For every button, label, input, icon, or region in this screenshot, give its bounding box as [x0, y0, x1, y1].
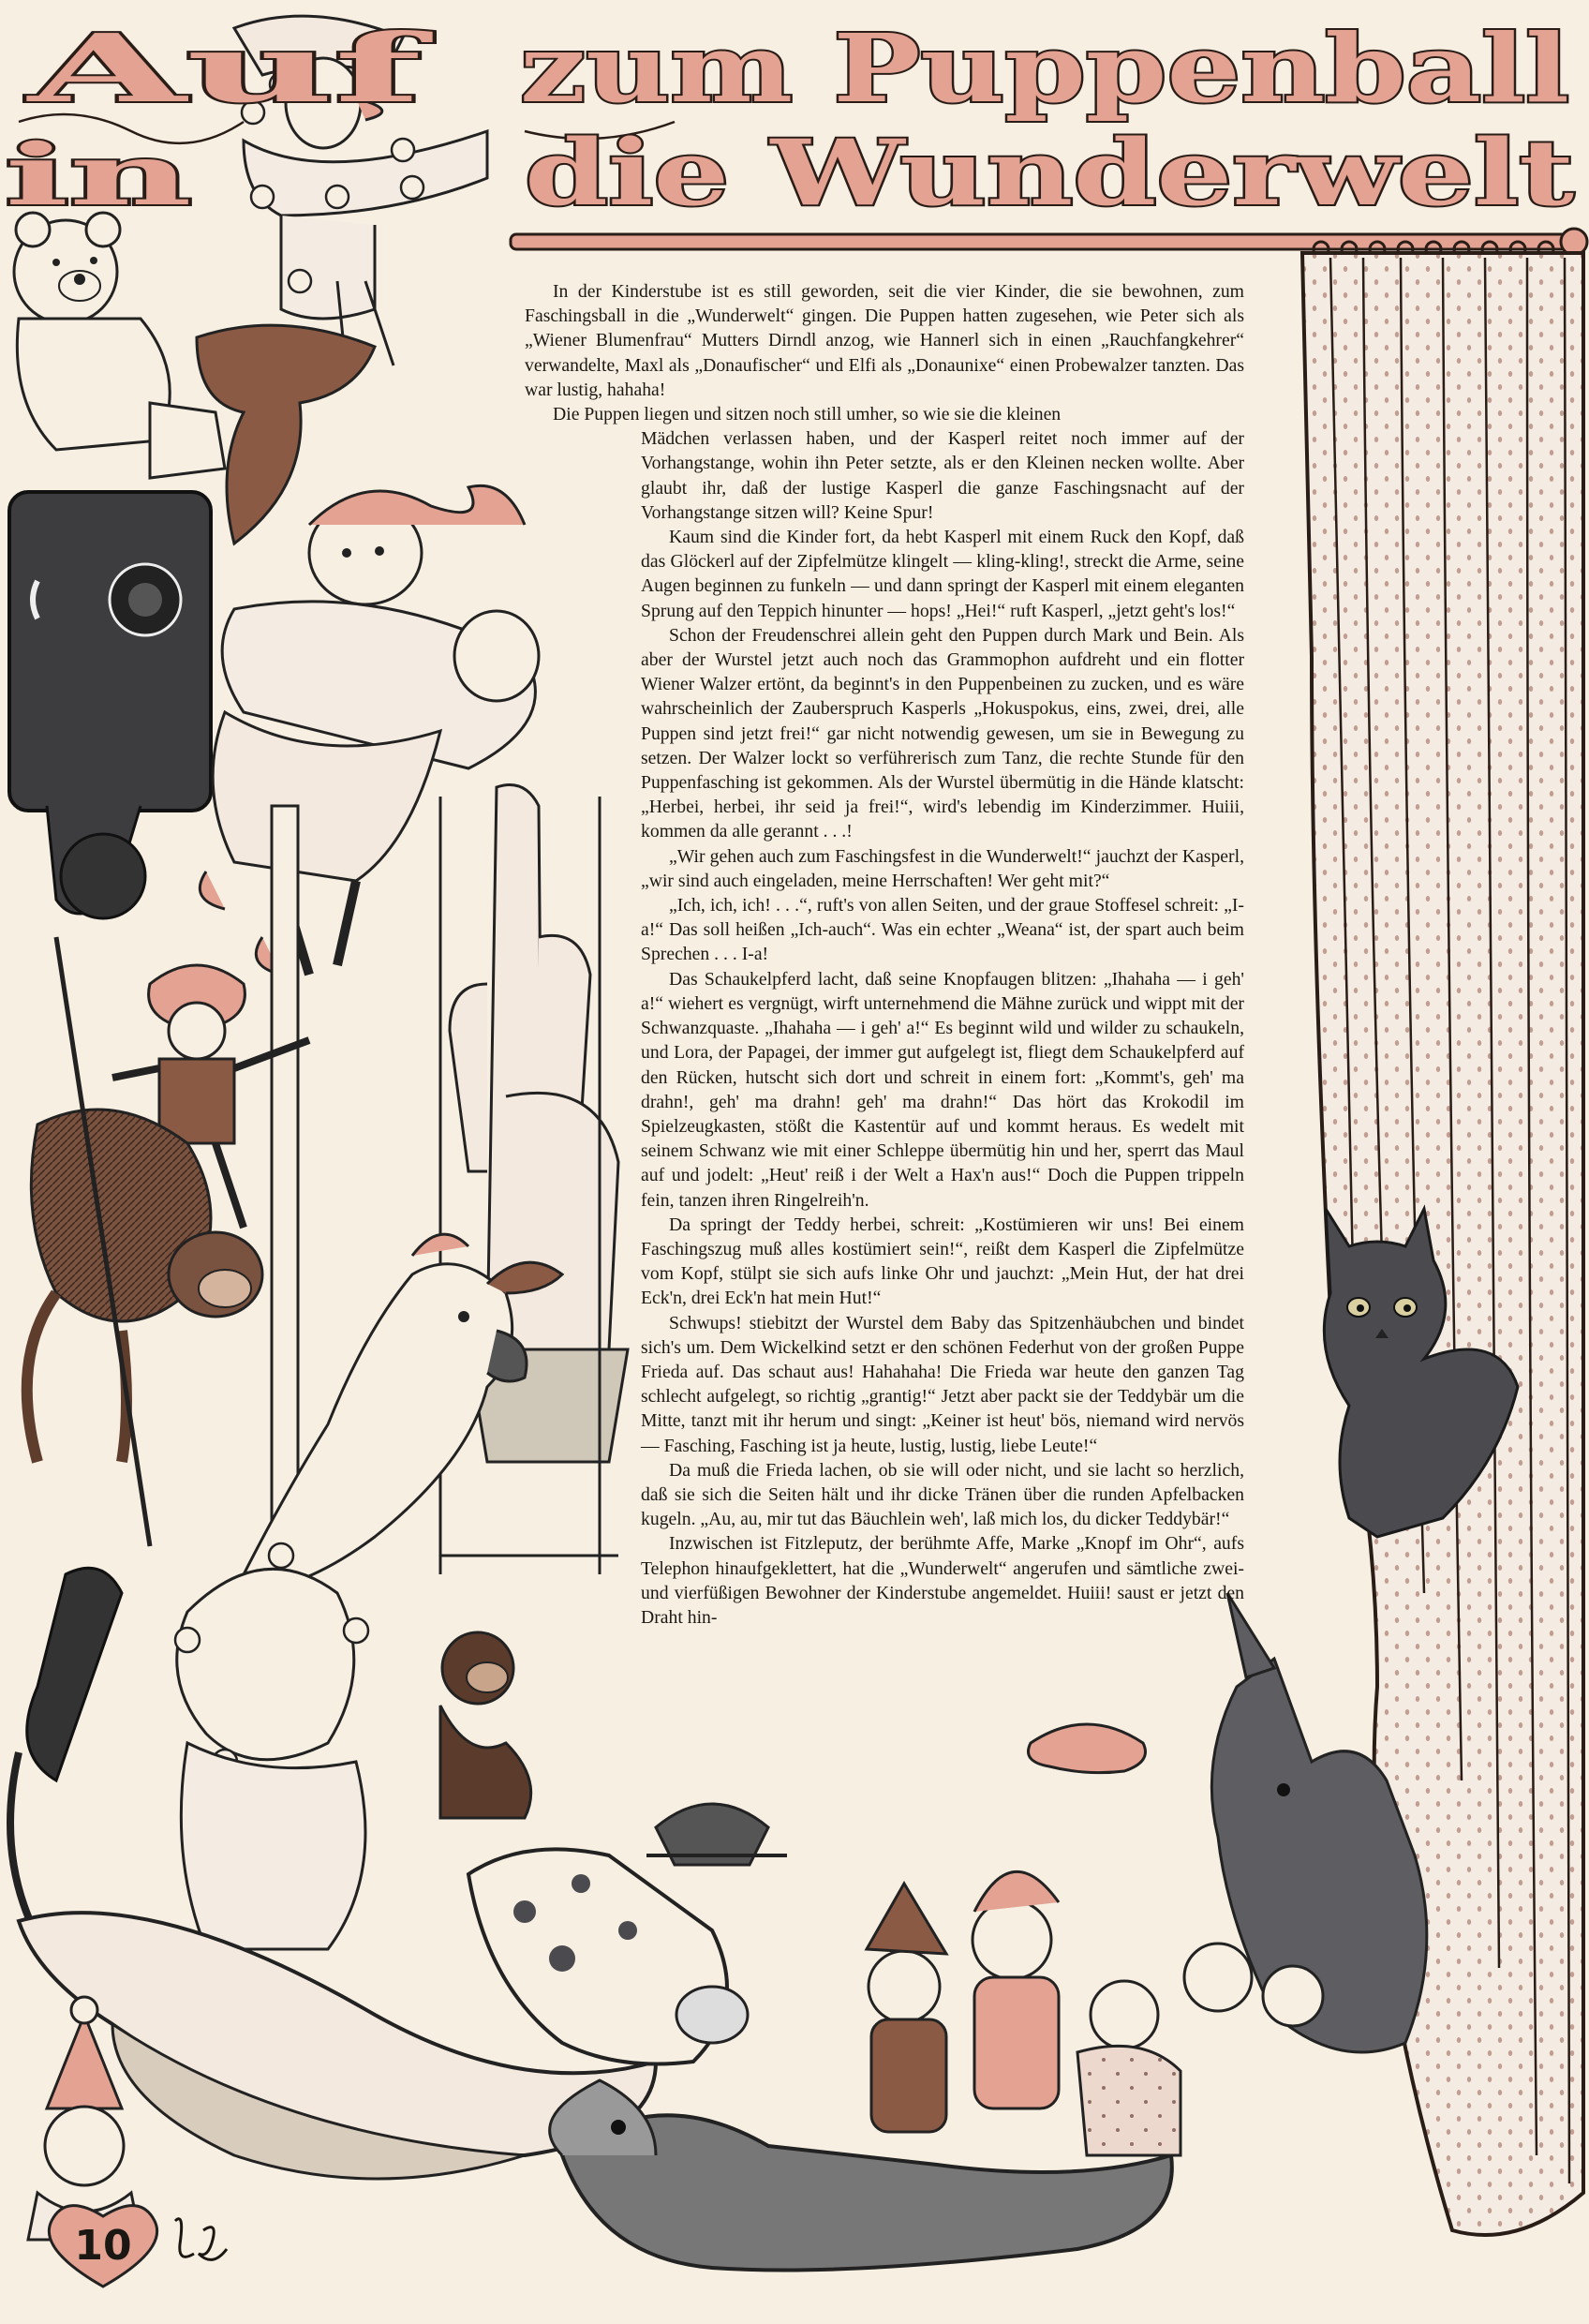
paragraph: Mädchen verlassen haben, und der Kasperl reitet noch immer auf der Vorhangstange, wohin ihn Peter setzte, als er den Kleinen necken wollte. Aber glaubt ihr, daß der lustige Kasperl die ganze Faschingsnacht auf der Vorhangstange sitzen will? Keine Spur!: [641, 428, 1244, 523]
page-title: [0, 0, 1589, 234]
doll-frieda: [200, 485, 539, 975]
title-line-2-right: die Wunderwelt: [525, 120, 1574, 226]
paragraph: Die Puppen liegen und sitzen noch still umher, so wie sie die kleinen: [553, 404, 1062, 425]
paragraph: Schwups! stiebitzt der Wurstel dem Baby das Spitzenhäubchen und bindet sich's um. Dem Wickelkind setzt er den schönen Federhut von der großen Puppe Frieda auf. Das schaut aus! Hahahaha! Die Frieda war heute den ganzen Tag schlecht aufgelegt, so richtig „grantig!“ Jetzt aber packt sie der Teddybär um die Mitte, tanzt mit ihr herum und singt: „Keiner ist heut' bös, niemand wird nervös — Fasching, Fasching ist ja heute, lustig, lustig, liebe Leute!“: [641, 1312, 1244, 1456]
title-line-1-right: zum Puppenball: [520, 13, 1569, 124]
crocodile: [550, 2080, 1172, 2271]
jester-doll: [175, 1543, 368, 1949]
paragraph: Das Schaukelpferd lacht, daß seine Knopfaugen blitzen: „Ihahaha — i geh' a!“ wiehert es vergnügt, wirft unternehmend die Mähne zurück und wippt mit der Schwanzquaste. „Ihahaha — i geh' a!“ Es beginnt wild und wilder zu schaukeln, und Lora, der Papagei, der immer gut aufgelegt ist, fliegt dem Schaukelpferd auf den Rücken, hutscht sich dort und schreit in einem fort: „Kommt's, geh' ma drahn!, geh' ma drahn! geh' ma drahn!“ Das hört das Krokodil im Spielzeugkasten, stößt die Kastentür auf und kommt heraus. Es wedelt mit seinem Schwanz wie mit einer Schleppe übermütig hin und her, sperrt das Maul auf und jodelt: „Heut' reiß i der Welt a Hax'n aus!“ Doch die Puppen trippeln fein, tanzen ihren Ringelreih'n.: [641, 968, 1244, 1211]
toy-monkey: [440, 1632, 531, 1818]
title-line-1-left: Auf: [25, 13, 434, 124]
artist-signature: [161, 2202, 236, 2277]
pink-hat: [1029, 1724, 1146, 1773]
paragraph: Da springt der Teddy herbei, schreit: „Kostümieren wir uns! Bei einem Faschingszug muß alles kostümiert sein!“, reißt dem Kasperl die Zipfelmütze vom Kopf, stülpt sie sich aufs linke Ohr und jauchzt: „Mein Hut, der hat drei Eck'n, drei Eck'n hat mein Hut!“: [641, 1214, 1244, 1309]
paragraph: Schon der Freudenschrei allein geht den Puppen durch Mark und Bein. Als aber der Wurstel jetzt auch noch das Grammophon aufdreht und ein flotter Wiener Walzer ertönt, da beginnt's in den Puppenbeinen zu zucken, und es wäre wahrscheinlich der Zauberspruch Kasperls „Hokuspokus, eins, zwei, drei, alle Puppen sind jetzt frei!“ gar nicht notwendig gewesen, um sie in Bewegung zu setzen. Der Walzer lockt so verführerisch zum Tanz, die rechte Stunde für den Puppenfasching ist gekommen. Als der Wurstel übermütig in die Hände klatscht: „Herbei, herbei, ihr seid ja frei!“, wird's lebendig im Kinderzimmer. Huiii, kommen da alle gerannt . . .!: [641, 624, 1244, 842]
article-body: [525, 279, 1244, 1630]
paragraph: „Ich, ich, ich! . . .“, ruft's von allen Seiten, und der graue Stoffesel schreit: „I-a!“ Das soll heißen „Ich-auch“. Was ein echter „Weana“ ist, der spart auch beim Sprechen . . . I-a!: [641, 895, 1244, 965]
speaker: [9, 492, 211, 918]
monkey: [27, 1110, 262, 1462]
telephone: [10, 1568, 122, 1968]
article-column-narrow: [641, 426, 1244, 1630]
paragraph: Da muß die Frieda lachen, ob sie will oder nicht, und sie lacht so herzlich, daß sie sich die Seiten hält und ihr dicke Tränen über die runden Apfelbacken kugeln. „Au, au, mir tut das Bäuchlein weh', laß mich los, du dicker Teddybär!“: [641, 1459, 1244, 1530]
title-line-2-left: in: [5, 126, 192, 225]
paragraph: „Wir gehen auch zum Faschingsfest in die Wunderwelt!“ jauchzt der Kasperl, „wir sind auch eingeladen, meine Herrschaften! Wer geht mit?“: [641, 845, 1244, 891]
paragraph: In der Kinderstube ist es still geworden, seit die vier Kinder, die sie bewohnen, zum Faschingsball in die „Wunderwelt“ gingen. Die Puppen hatten zugesehen, wie Peter sich als „Wiener Blumenfrau“ Mutters Dirndl anzog, wie Hannerl sich in einen „Rauchfangkehrer“ verwandelte, Maxl als „Donaufischer“ und Elfi als „Donaunixe“ einen Probewalzer tanzten. Das war lustig, hahaha!: [525, 281, 1244, 400]
page-number: 10: [74, 2222, 132, 2270]
paragraph: Inzwischen ist Fitzleputz, der berühmte Affe, Marke „Knopf im Ohr“, aufs Telephon hinaufgeklettert, hat die „Wunderwelt“ angerufen und sämtliche zwei- und vierfüßigen Bewohner der Kinderstube angemeldet. Huiii! saust er jetzt den Draht hin-: [641, 1533, 1244, 1628]
paragraph: Kaum sind die Kinder fort, da hebt Kasperl mit einem Ruck den Kopf, daß das Glöckerl auf der Zipfelmütze klingelt — kling-kling!, streckt die Arme, seine Augen beginnen zu funkeln — und dann springt der Kasperl mit einem eleganten Sprung auf den Teppich hinunter — hops! „Hei!“ ruft Kasperl, „jetzt geht's los!“: [641, 527, 1244, 621]
teddy-bear: [14, 213, 225, 478]
